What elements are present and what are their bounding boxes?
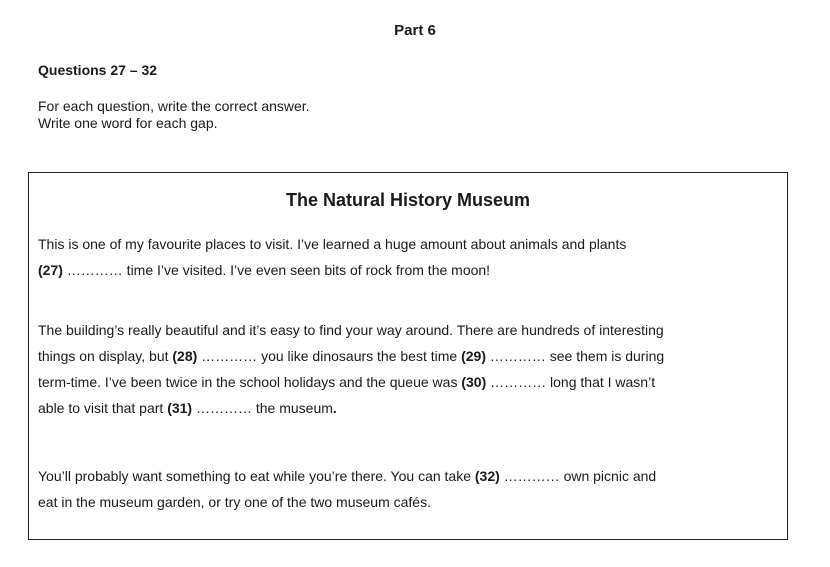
gap-number-30: (30) xyxy=(461,374,487,390)
paragraph-2 xyxy=(38,317,779,421)
text-line xyxy=(38,317,779,343)
instruction-line: For each question, write the correct answer. xyxy=(38,98,310,114)
gap-number-32: (32) xyxy=(474,468,500,484)
text-segment: ………… long that I wasn’t xyxy=(486,374,656,390)
gap-number-28: (28) xyxy=(172,348,198,364)
gap-number-27: (27) xyxy=(38,262,63,278)
instructions xyxy=(38,98,310,132)
gap-number-29: (29) xyxy=(461,348,486,364)
text-line xyxy=(38,343,779,369)
text-title: The Natural History Museum xyxy=(285,190,531,210)
text-segment: term-time. I’ve been twice in the school holidays and the queue was xyxy=(38,374,462,390)
instruction-line: Write one word for each gap. xyxy=(38,115,218,131)
gap-number-31: (31) xyxy=(167,400,193,416)
paragraph-1 xyxy=(38,231,779,283)
reading-text-box xyxy=(28,172,788,540)
part-title: Part 6 xyxy=(394,22,436,39)
text-segment: ………… own picnic and xyxy=(499,468,657,484)
text-segment: This is one of my favourite places to visit. I’ve learned a huge amount about animals and plants xyxy=(38,236,627,252)
text-line xyxy=(38,369,779,395)
text-segment: eat in the museum garden, or try one of the two museum cafés. xyxy=(38,494,431,510)
text-line xyxy=(38,489,779,515)
paragraph-3 xyxy=(38,463,779,515)
text-line xyxy=(38,395,779,421)
questions-heading: Questions 27 – 32 xyxy=(38,62,158,78)
text-segment: ………… you like dinosaurs the best time xyxy=(197,348,462,364)
text-line xyxy=(38,257,779,283)
text-line xyxy=(38,231,779,257)
text-segment: . xyxy=(332,400,337,416)
text-segment: ………… see them is during xyxy=(485,348,665,364)
text-segment: ………… the museum xyxy=(192,400,333,416)
text-line xyxy=(38,463,779,489)
text-segment: You’ll probably want something to eat while you’re there. You can take xyxy=(38,468,475,484)
text-segment: things on display, but xyxy=(38,348,173,364)
text-segment: ………… time I’ve visited. I’ve even seen bits of rock from the moon! xyxy=(62,262,491,278)
text-segment: able to visit that part xyxy=(38,400,168,416)
text-segment: The building’s really beautiful and it’s easy to find your way around. There are hundreds of interesting xyxy=(38,322,664,338)
